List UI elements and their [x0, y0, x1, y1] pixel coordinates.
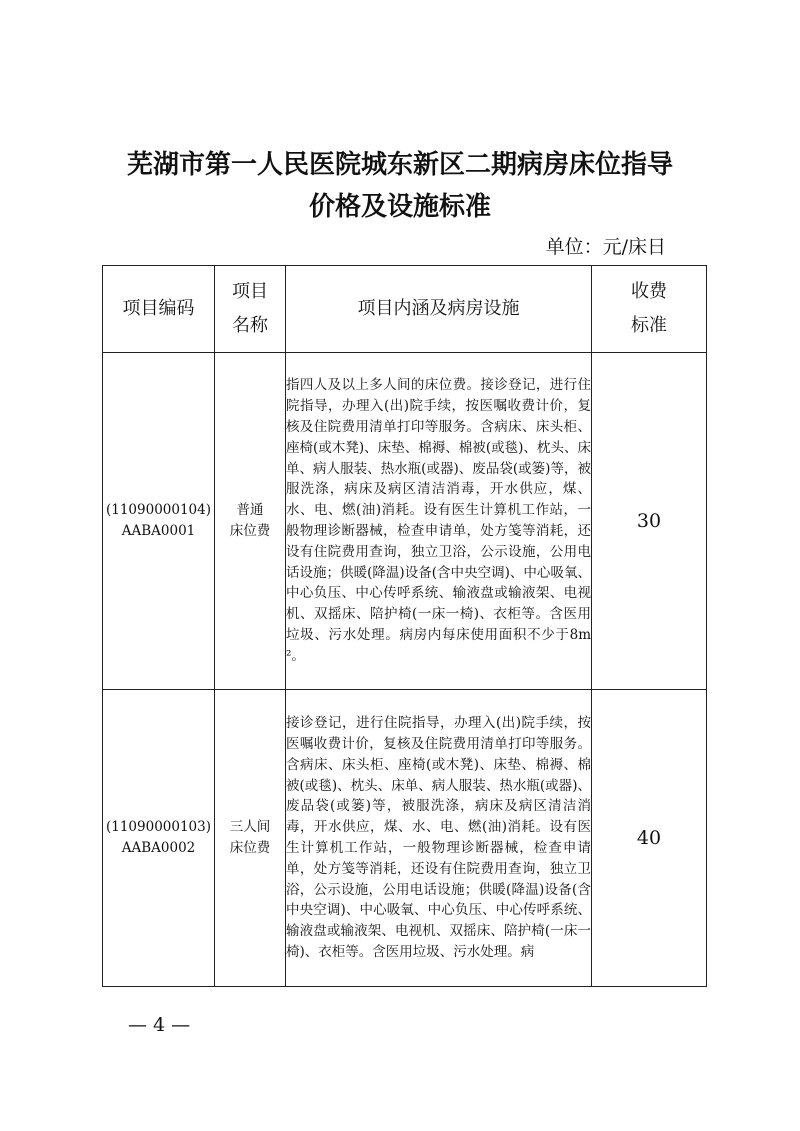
item-name-cell: [215, 353, 286, 690]
header-fee: [592, 266, 707, 353]
item-code-cell: [103, 690, 215, 987]
table-header-row: [103, 266, 707, 353]
header-fee-line2: 标准: [631, 315, 667, 336]
item-price: 40: [592, 690, 707, 987]
item-code-line2: AABA0002: [121, 840, 196, 856]
header-code: 项目编码: [103, 266, 215, 353]
item-description: 指四人及以上多人间的床位费。接诊登记，进行住院指导，办理入(出)院手续，按医嘱收费计价，复核及住院费用清单打印等服务。含病床、床头柜、座椅(或木凳)、床垫、棉褥、棉被(或毯)、枕头、床单、病人服装、热水瓶(或器)、废品袋(或篓)等，被服洗涤，病床及病区清洁消毒，开水供应，煤、水、电、燃(油)消耗。设有医生计算机工作站，一般物理诊断器械，检查申请单，处方笺等消耗，还设有住院费用查询，独立卫浴，公示设施，公用电话设施；供暖(降温)设备(含中央空调)、中心吸氧、中心负压、中心传呼系统、输液盘或输液架、电视机、双摇床、陪护椅(一床一椅)、衣柜等。含医用垃圾、污水处理。病房内每床使用面积不少于8m²。: [286, 353, 592, 690]
table-row: [103, 353, 707, 690]
item-code-line1: (11090000103): [105, 819, 211, 835]
table-row: [103, 690, 707, 987]
document-title-line2: 价格及设施标准: [308, 192, 491, 222]
header-name-line1: 项目: [232, 281, 268, 302]
item-name-line1: 普通: [236, 502, 264, 518]
item-code-line1: (11090000104): [105, 502, 211, 518]
unit-label: 单位：元/床日: [545, 236, 666, 258]
item-name-line1: 三人间: [229, 819, 271, 835]
document-title-line1: 芜湖市第一人民医院城东新区二期病房床位指导: [126, 150, 673, 180]
header-name-line2: 名称: [232, 315, 268, 336]
item-name-cell: [215, 690, 286, 987]
header-fee-line1: 收费: [631, 281, 667, 302]
item-code-cell: [103, 353, 215, 690]
page-number: — 4 —: [128, 1014, 191, 1036]
item-code-line2: AABA0001: [121, 523, 196, 539]
header-name: [215, 266, 286, 353]
item-price: 30: [592, 353, 707, 690]
header-description: 项目内涵及病房设施: [286, 266, 592, 353]
item-name-line2: 床位费: [229, 840, 271, 856]
item-name-line2: 床位费: [229, 523, 271, 539]
price-table: [102, 265, 707, 987]
item-description: 接诊登记，进行住院指导，办理入(出)院手续，按医嘱收费计价，复核及住院费用清单打印等服务。含病床、床头柜、座椅(或木凳)、床垫、棉褥、棉被(或毯)、枕头、床单、病人服装、热水瓶(或器)、废品袋(或篓)等，被服洗涤，病床及病区清洁消毒，开水供应，煤、水、电、燃(油)消耗。设有医生计算机工作站，一般物理诊断器械，检查申请单，处方笺等消耗，还设有住院费用查询，独立卫浴，公示设施，公用电话设施；供暖(降温)设备(含中央空调)、中心吸氧、中心负压、中心传呼系统、输液盘或输液架、电视机、双摇床、陪护椅(一床一椅)、衣柜等。含医用垃圾、污水处理。病: [286, 690, 592, 987]
